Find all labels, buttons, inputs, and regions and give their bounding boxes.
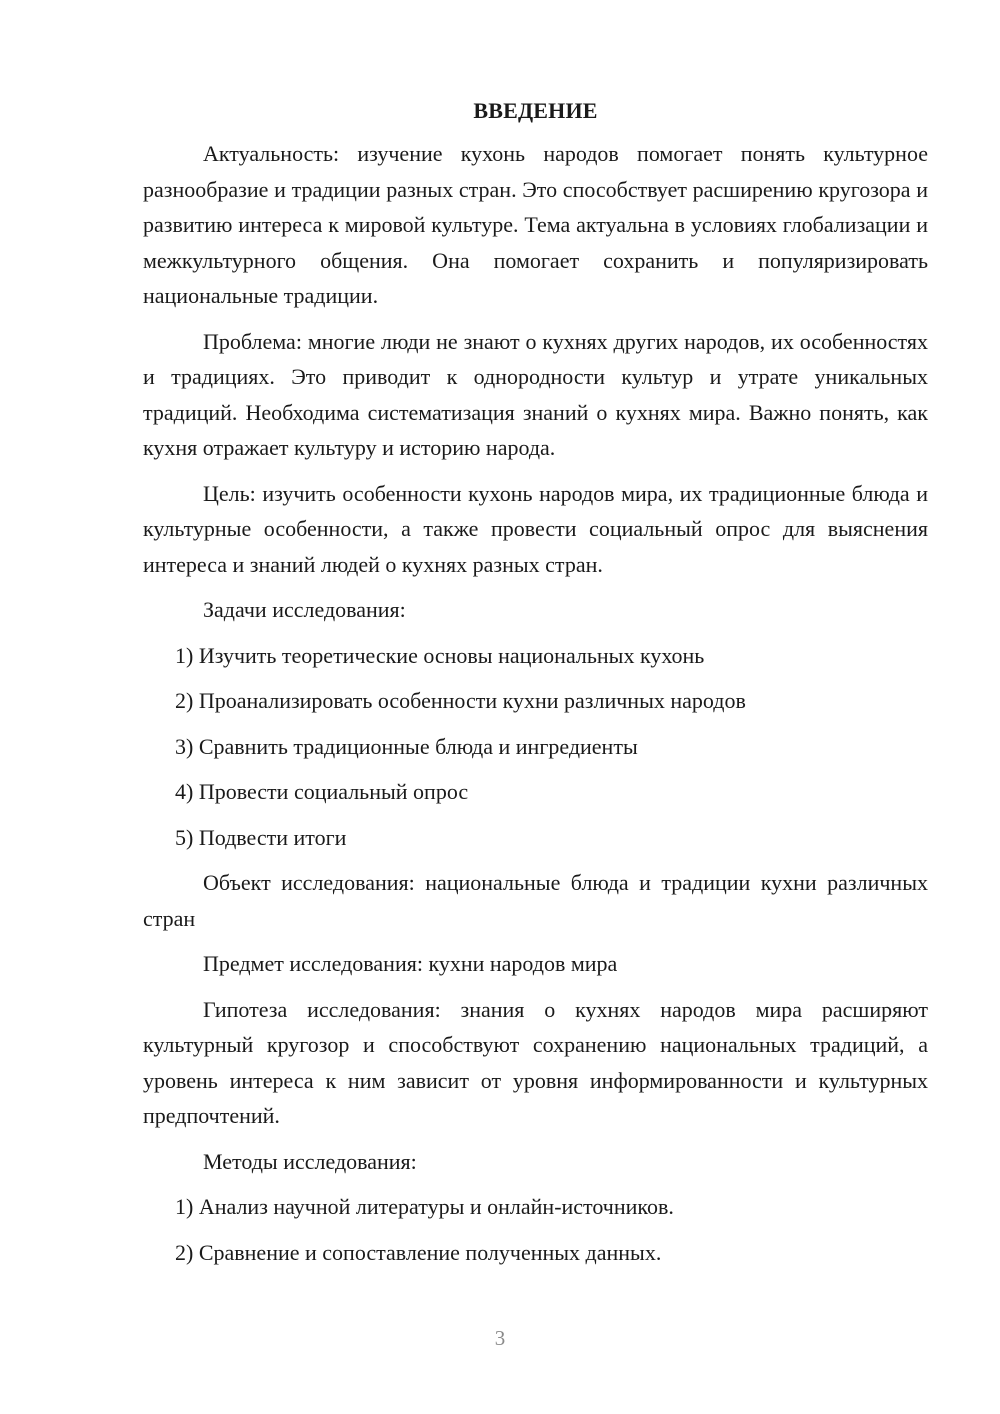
task-item: 4) Провести социальный опрос: [175, 779, 469, 804]
task-item: 1) Изучить теоретические основы национальных кухонь: [175, 642, 705, 668]
page-number: 3: [494, 1326, 506, 1350]
tasks-heading: Задачи исследования:: [203, 597, 406, 622]
method-item: 1) Анализ научной литературы и онлайн-источников.: [175, 1194, 674, 1219]
hypothesis-paragraph: Гипотеза исследования: знания о кухнях народов мира расширяют культурный кругозор и способствуют сохранению национальных традиций, а уровень интереса к ним зависит от уровня информированности и культурных предпочтений.: [143, 996, 928, 1128]
task-item: 2) Проанализировать особенности кухни различных народов: [175, 688, 746, 713]
methods-heading: Методы исследования:: [203, 1148, 417, 1174]
section-title: ВВЕДЕНИЕ: [473, 98, 598, 123]
problem-paragraph: Проблема: многие люди не знают о кухнях других народов, их особенностях и традициях. Это приводит к однородности культур и утрате уникальных традиций. Необходима систематизация знаний о кухнях мира. Важно понять, как кухня отражает культуру и историю народа.: [143, 328, 928, 460]
relevance-paragraph: Актуальность: изучение кухонь народов помогает понять культурное разнообразие и традиции разных стран. Это способствует расширению кругозора и развитию интереса к мировой культуре. Тема актуальна в условиях глобализации и межкультурного общения. Она помогает сохранить и популяризировать национальные традиции.: [143, 141, 928, 308]
object-paragraph: Объект исследования: национальные блюда и традиции кухни различных стран: [143, 870, 928, 931]
method-item: 2) Сравнение и сопоставление полученных данных.: [175, 1239, 662, 1265]
goal-paragraph: Цель: изучить особенности кухонь народов мира, их традиционные блюда и культурные особенности, а также провести социальный опрос для выяснения интереса и знаний людей о кухнях разных стран.: [143, 480, 928, 577]
document-page: [143, 96, 928, 1280]
task-item: 5) Подвести итоги: [175, 824, 347, 850]
task-item: 3) Сравнить традиционные блюда и ингредиенты: [175, 733, 638, 759]
subject-paragraph: Предмет исследования: кухни народов мира: [203, 951, 618, 976]
